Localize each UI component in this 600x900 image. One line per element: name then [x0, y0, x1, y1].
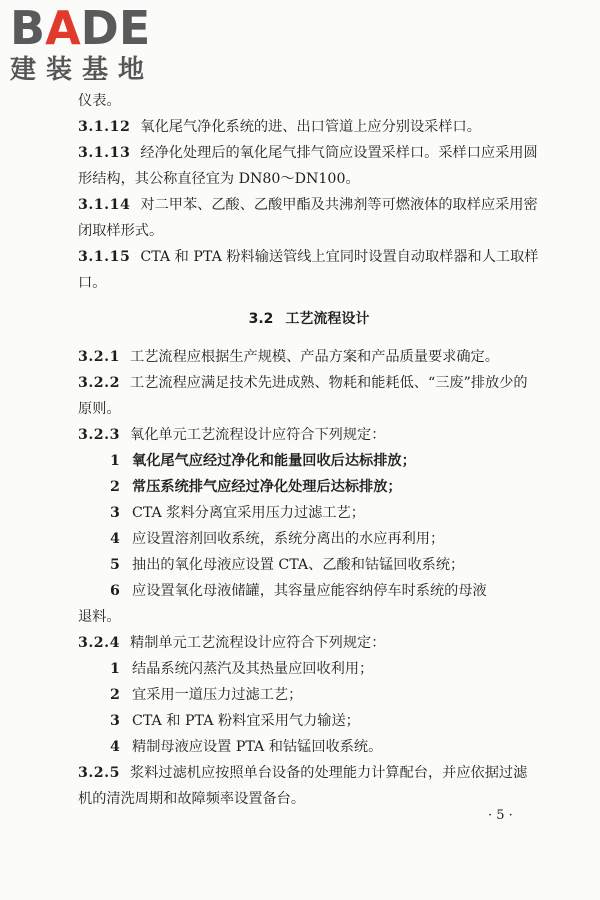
list-item: 6 应设置氧化母液储罐，其容量应能容纳停车时系统的母液 — [110, 583, 487, 599]
clause-3-2-5: 3.2.5 浆料过滤机应按照单台设备的处理能力计算配台，并应依据过滤机的清洗周期和故障频率设置备台。 — [78, 765, 528, 807]
clause-3-2-4: 3.2.4 精制单元工艺流程设计应符合下列规定： — [78, 635, 386, 651]
clause-3-2-3: 3.2.3 氧化单元工艺流程设计应符合下列规定： — [78, 427, 386, 443]
list-item: 5 抽出的氧化母液应设置 CTA、乙酸和钴锰回收系统； — [110, 557, 465, 573]
intro-tail: 仪表。 — [78, 93, 121, 109]
section-heading: 3.2 工艺流程设计 — [248, 311, 370, 327]
clause-3-1-15: 3.1.15 CTA 和 PTA 粉料输送管线上宜同时设置自动取样器和人工取样口。 — [78, 249, 539, 291]
list-item-continuation: 退料。 — [78, 609, 121, 625]
list-item: 3 CTA 和 PTA 粉料宜采用气力输送； — [110, 713, 360, 729]
clause-3-2-2: 3.2.2 工艺流程应满足技术先进成熟、物耗和能耗低、“三废”排放少的原则。 — [78, 375, 528, 417]
clause-3-1-14: 3.1.14 对二甲苯、乙酸、乙酸甲酯及共沸剂等可燃液体的取样应采用密闭取样形式。 — [78, 197, 538, 239]
document-body — [78, 88, 540, 812]
clause-3-1-13: 3.1.13 经净化处理后的氧化尾气排气筒应设置采样口。采样口应采用圆形结构，其公称直径宜为 DN80～DN100。 — [78, 145, 538, 187]
list-item: 4 应设置溶剂回收系统，系统分离出的水应再利用； — [110, 531, 445, 547]
list-item: 1 结晶系统闪蒸汽及其热量应回收利用； — [110, 661, 374, 677]
list-item: 4 精制母液应设置 PTA 和钴锰回收系统。 — [110, 739, 383, 755]
clause-3-1-12: 3.1.12 氧化尾气净化系统的进、出口管道上应分别设采样口。 — [78, 119, 481, 135]
page-number: · 5 · — [488, 808, 513, 823]
list-item: 2 常压系统排气应经过净化处理后达标排放； — [110, 479, 402, 495]
list-item: 2 宜采用一道压力过滤工艺； — [110, 687, 303, 703]
clause-3-2-1: 3.2.1 工艺流程应根据生产规模、产品方案和产品质量要求确定。 — [78, 349, 499, 365]
list-item: 1 氧化尾气应经过净化和能量回收后达标排放； — [110, 453, 416, 469]
list-item: 3 CTA 浆料分离宜采用压力过滤工艺； — [110, 505, 365, 521]
brand-wordmark: BADE — [10, 1, 151, 55]
brand-logo — [10, 1, 185, 92]
brand-subtitle: 建装基地 — [10, 55, 155, 85]
